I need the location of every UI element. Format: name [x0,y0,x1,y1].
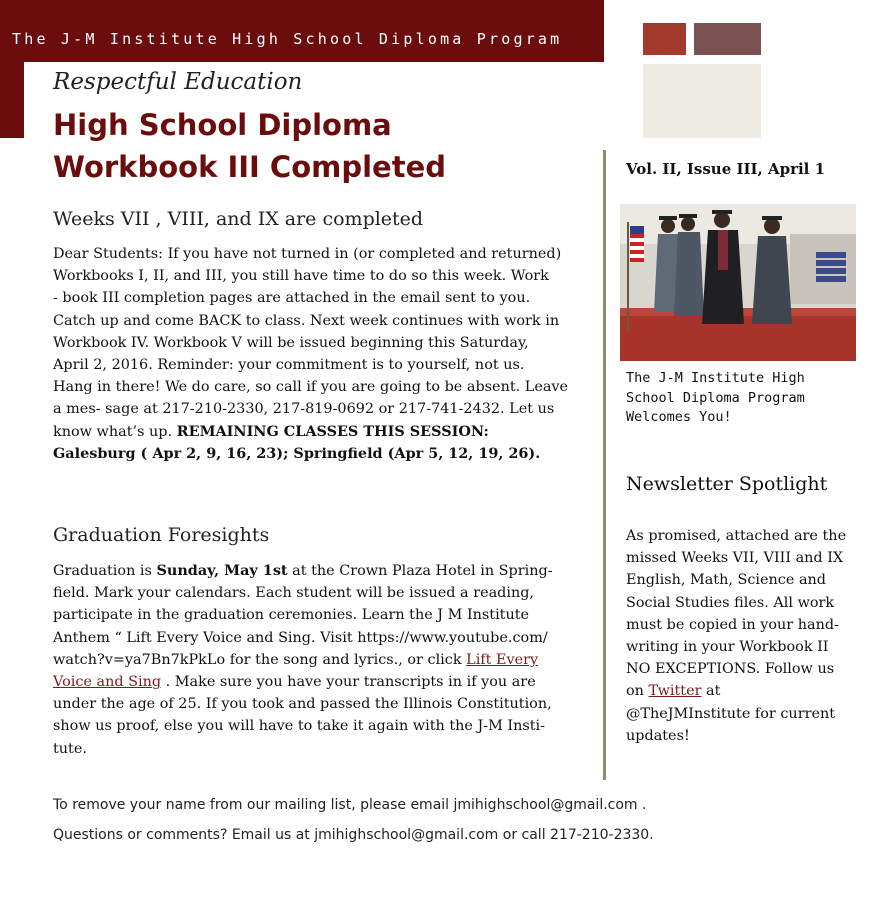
headline-line-1: High School Diploma [53,108,392,142]
students-letter [53,243,573,465]
graduation-photo [620,204,856,361]
color-swatch-mauve [694,23,761,55]
caption-line: Welcomes You! [626,409,732,425]
masthead-accent-bar [0,62,24,138]
spotlight-line [626,680,846,702]
spotlight-line: updates! [626,727,690,744]
graduation-line [53,649,573,671]
graduation-text: watch?v=ya7Bn7kPkLo for the song and lyrics., or click [53,651,467,668]
letter-text: know what’s up. [53,423,177,440]
spotlight-line: @TheJMInstitute for current [626,705,836,722]
spotlight-line: English, Math, Science and [626,572,827,589]
headline [53,104,446,188]
graduation-line: show us proof, else you will have to take it again with the J-M Insti- [53,718,546,735]
caption-line: School Diploma Program [626,389,805,406]
spotlight-line: Social Studies files. All work [626,594,835,611]
letter-line: Catch up and come BACK to class. Next week continues with work in [53,312,560,329]
letter-line: Workbooks I, II, and III, you still have time to do so this week. Work [53,268,549,285]
graduation-text: . Make sure you have your transcripts in if you are [161,674,536,691]
graduation-text: Graduation is [53,563,157,579]
letter-line: April 2, 2016. Reminder: your commitment is to yourself, not us. [53,357,525,374]
banner-title: The J-M Institute High School Diploma Program [12,30,563,48]
spotlight-line: must be copied in your hand- [626,616,839,633]
graduation-paragraph [53,560,573,760]
section-heading-graduation: Graduation Foresights [53,524,270,546]
graduation-line [53,560,573,582]
section-heading-weeks: Weeks VII , VIII, and IX are completed [53,208,424,230]
lift-every-voice-link[interactable]: Lift Every [466,651,539,668]
remaining-classes-label: REMAINING CLASSES THIS SESSION: [176,422,489,440]
graduation-date: Sunday, May 1st [156,562,288,579]
graduation-line: tute. [53,740,87,757]
graduation-text: at the Crown Plaza Hotel in Spring- [287,563,553,579]
letter-line: Hang in there! We do care, so call if you are going to be absent. Leave [53,379,569,396]
spotlight-text: at [701,683,721,700]
headline-line-2: Workbook III Completed [53,150,447,184]
letter-line: Workbook IV. Workbook V will be issued beginning this Saturday, [53,334,529,351]
graduation-line: field. Mark your calendars. Each student will be issued a reading, [53,585,535,602]
graduation-line: Anthem “ Lift Every Voice and Sing. Visit https://www.youtube.com/ [53,629,548,646]
contact-note: Questions or comments? Email us at jmihighschool@gmail.com or call 217-210-2330. [53,827,654,843]
tagline: Respectful Education [53,69,303,95]
letter-line: - book III completion pages are attached in the email sent to you. [53,290,531,307]
spotlight-paragraph [626,525,846,747]
lift-every-voice-link-cont[interactable]: Voice and Sing [53,674,162,691]
masthead-banner [0,0,604,62]
caption-line: The J-M Institute High [626,370,805,386]
unsubscribe-note: To remove your name from our mailing list, please email jmihighschool@gmail.com . [53,797,647,813]
color-swatch-red [643,23,686,55]
photo-caption [626,369,805,428]
issue-label: Vol. II, Issue III, April 1 [626,160,826,178]
newsletter-spotlight-heading: Newsletter Spotlight [626,473,828,495]
sidebar-divider [603,150,606,780]
letter-line: Dear Students: If you have not turned in (or completed and returned) [53,246,562,262]
graduation-line: participate in the graduation ceremonies. Learn the J M Institute [53,607,530,624]
spotlight-line: missed Weeks VII, VIII and IX [626,550,844,567]
spotlight-text: on [626,683,649,700]
letter-line [53,421,573,443]
spotlight-line: As promised, attached are the [626,528,847,544]
letter-line: a mes- sage at 217-210-2330, 217-819-0692 or 217-741-2432. Let us [53,401,555,418]
spotlight-line: NO EXCEPTIONS. Follow us [626,661,835,678]
color-swatch-cream [643,64,761,138]
graduation-line: under the age of 25. If you took and passed the Illinois Constitution, [53,696,552,713]
twitter-link[interactable]: Twitter [648,683,702,700]
letter-line [53,443,573,465]
class-schedule: Galesburg ( Apr 2, 9, 16, 23); Springfield (Apr 5, 12, 19, 26). [53,444,541,462]
spotlight-line: writing in your Workbook II [626,639,829,656]
graduation-line [53,671,573,693]
